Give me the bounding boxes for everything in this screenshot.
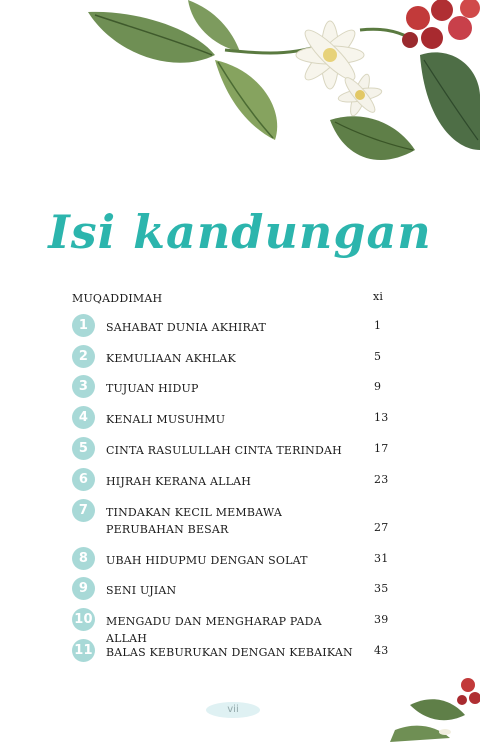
floral-illustration-bottom [390, 670, 480, 742]
preface-page: xi [373, 290, 384, 303]
chapter-title: UBAH HIDUPMU DENGAN SOLAT [106, 553, 308, 567]
chapter-page: 5 [374, 349, 382, 363]
chapter-title: CINTA RASULULLAH CINTA TERINDAH [106, 443, 342, 457]
page-number-folio [206, 702, 260, 718]
chapter-number-badge: 9 [72, 577, 95, 600]
chapter-title: SENI UJIAN [106, 584, 177, 598]
chapter-page: 27 [374, 520, 389, 534]
toc-chapter-11[interactable] [72, 638, 392, 669]
toc-chapter-3[interactable] [72, 374, 392, 405]
toc-chapter-4[interactable] [72, 405, 392, 436]
chapter-title: SAHABAT DUNIA AKHIRAT [106, 320, 267, 334]
chapter-number-badge: 10 [72, 608, 95, 631]
toc-chapter-8[interactable] [72, 546, 392, 577]
chapter-number-badge: 7 [72, 499, 95, 522]
chapter-number-badge: 3 [72, 375, 95, 398]
chapter-page: 35 [374, 582, 389, 596]
chapter-title: BALAS KEBURUKAN DENGAN KEBAIKAN [106, 645, 353, 659]
red-berries [402, 0, 480, 49]
chapter-title: KEMULIAAN AKHLAK [106, 351, 236, 365]
toc-chapter-5[interactable] [72, 436, 392, 467]
table-of-contents [72, 282, 392, 669]
chapter-number-badge: 4 [72, 406, 95, 429]
toc-chapter-7[interactable] [72, 498, 392, 546]
toc-chapter-6[interactable] [72, 467, 392, 498]
chapter-number-badge: 2 [72, 345, 95, 368]
toc-chapter-9[interactable] [72, 576, 392, 607]
chapter-number-badge: 11 [72, 639, 95, 662]
chapter-number-badge: 8 [72, 547, 95, 570]
chapter-page: 39 [374, 613, 389, 627]
chapter-number-badge: 6 [72, 468, 95, 491]
chapter-number-badge: 5 [72, 437, 95, 460]
white-flower [296, 21, 364, 89]
toc-preface[interactable] [72, 282, 392, 313]
chapter-page: 1 [374, 318, 382, 332]
chapter-page: 31 [374, 551, 389, 565]
chapter-page: 13 [374, 411, 389, 425]
toc-chapter-2[interactable] [72, 344, 392, 375]
chapter-page: 9 [374, 380, 382, 394]
toc-chapter-10[interactable] [72, 607, 392, 646]
chapter-number-badge: 1 [72, 314, 95, 337]
chapter-title: MENGADU DAN MENGHARAP PADA ALLAH [106, 615, 322, 646]
chapter-title: KENALI MUSUHMU [106, 413, 226, 427]
white-flower-small [337, 72, 382, 117]
toc-chapter-1[interactable] [72, 313, 392, 344]
chapter-title: TUJUAN HIDUP [106, 382, 199, 396]
chapter-page: 23 [374, 472, 389, 486]
page-title: Isi kandungan [48, 205, 432, 259]
page-number: vii [227, 704, 239, 715]
chapter-title: TINDAKAN KECIL MEMBAWA PERUBAHAN BESAR [106, 505, 282, 536]
chapter-page: 17 [374, 441, 389, 455]
preface-label: MUQADDIMAH [72, 292, 163, 305]
chapter-page: 43 [374, 643, 389, 657]
chapter-title: HIJRAH KERANA ALLAH [106, 474, 252, 488]
floral-illustration-top [0, 0, 480, 180]
